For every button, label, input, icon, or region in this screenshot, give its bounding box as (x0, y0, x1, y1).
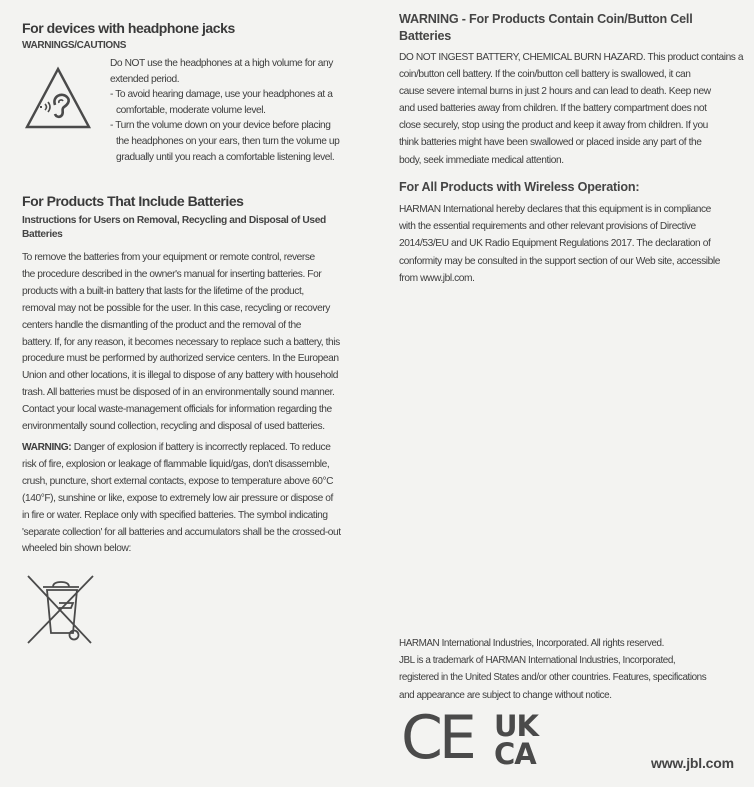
text-line: JBL is a trademark of HARMAN International Industries, Incorporated, (399, 655, 676, 667)
text-line: removal may not be possible for the user. In this case, recycling or recovery (22, 302, 330, 314)
text-line: think batteries might have been swallowed or placed inside any part of the (399, 137, 702, 149)
ukca-mark-bottom: CA (494, 737, 536, 771)
text-line: HARMAN International hereby declares that this equipment is in compliance (399, 204, 711, 215)
warning-label: WARNING: (22, 442, 72, 453)
text-line: Contact your local waste-management officials for information regarding the (22, 404, 332, 416)
text-line: Instructions for Users on Removal, Recycling and Disposal of Used (22, 215, 326, 226)
text-line: 2014/53/EU and UK Radio Equipment Regulations 2017. The declaration of (399, 238, 711, 250)
text-line (22, 440, 377, 457)
hearing-damage-warning-icon (24, 66, 92, 130)
text-line: cause severe internal burns in just 2 hours and can lead to death. Keep new (399, 86, 711, 98)
text-line: risk of fire, explosion or leakage of flammable liquid/gas, don't disassemble, (22, 458, 330, 470)
coin-battery-warning-title (399, 11, 744, 45)
website-url: www.jbl.com (651, 755, 734, 771)
text-line: Do NOT use the headphones at a high volume for any (110, 58, 333, 69)
headphone-warning-text (110, 56, 380, 165)
text-line: extended period. (110, 73, 180, 85)
wireless-declaration-text (399, 201, 747, 287)
battery-removal-instructions (22, 250, 377, 436)
text-line: environmentally sound collection, recycling and disposal of used batteries. (22, 421, 325, 433)
text-line: body, seek immediate medical attention. (399, 154, 564, 166)
text-line: 'separate collection' for all batteries and accumulators shall be the crossed-out (22, 526, 341, 538)
text-line: crush, puncture, short external contacts, expose to temperature above 60°C (22, 475, 334, 487)
text-line: and appearance are subject to change without notice. (399, 689, 612, 701)
crossed-out-wheeled-bin-icon (25, 573, 97, 647)
text-line: with the essential requirements and other relevant provisions of Directive (399, 221, 696, 233)
text-line: coin/button cell battery. If the coin/button cell battery is swallowed, it can (399, 69, 691, 81)
battery-explosion-warning (22, 440, 377, 558)
ukca-mark (494, 709, 539, 771)
ukca-mark-top: UK (494, 709, 539, 743)
text-line: To remove the batteries from your equipment or remote control, reverse (22, 252, 315, 263)
text-line: in fire or water. Replace only with specified batteries. The symbol indicating (22, 509, 328, 521)
text-line: HARMAN International Industries, Incorporated. All rights reserved. (399, 638, 664, 649)
text-line: comfortable, moderate volume level. (116, 104, 266, 116)
text-line: the headphones on your ears, then turn the volume up (116, 135, 340, 147)
text-line: conformity may be consulted in the support section of our Web site, accessible (399, 255, 720, 267)
warnings-cautions-label: WARNINGS/CAUTIONS (22, 40, 127, 51)
batteries-section-title: For Products That Include Batteries (22, 193, 244, 209)
text-span: Danger of explosion if battery is incorrectly replaced. To reduce (71, 442, 331, 453)
text-line: DO NOT INGEST BATTERY, CHEMICAL BURN HAZARD. This product contains a (399, 52, 744, 63)
headphone-section-title: For devices with headphone jacks (22, 20, 235, 36)
text-line: Union and other locations, it is illegal to dispose of any battery with household (22, 370, 338, 382)
coin-battery-warning-text (399, 49, 747, 169)
text-line: products with a built-in battery that lasts for the lifetime of the product, (22, 285, 304, 297)
text-line: procedure must be performed by authorized service centers. In the European (22, 353, 339, 365)
wireless-section-title: For All Products with Wireless Operation: (399, 180, 640, 194)
text-line: from www.jbl.com. (399, 272, 475, 284)
text-line: Batteries (399, 29, 452, 43)
text-line: wheeled bin shown below: (22, 543, 131, 555)
text-line: battery. If, for any reason, it becomes necessary to replace such a battery, this (22, 336, 340, 348)
text-line: Batteries (22, 229, 63, 241)
legal-notice-text (399, 635, 747, 704)
text-line: gradually until you reach a comfortable listening level. (116, 151, 335, 163)
text-line: WARNING - For Products Contain Coin/Button Cell (399, 12, 693, 26)
text-line: registered in the United States and/or other countries. Features, specifications (399, 672, 707, 684)
battery-disposal-subtitle (22, 214, 374, 243)
text-line: the procedure described in the owner's manual for inserting batteries. For (22, 268, 322, 280)
text-line: trash. All batteries must be disposed of in an environmentally sound manner. (22, 387, 335, 399)
text-line: and used batteries away from children. If the battery compartment does not (399, 103, 707, 115)
text-line: centers handle the dismantling of the product and the removal of the (22, 319, 301, 331)
text-line: - Turn the volume down on your device before placing (110, 120, 331, 132)
text-line: - To avoid hearing damage, use your headphones at a (110, 89, 333, 101)
ce-mark: CE (401, 703, 473, 773)
text-line: close securely, stop using the product and keep it away from children. If you (399, 120, 708, 132)
text-line: (140°F), sunshine or like, expose to extremely low air pressure or dispose of (22, 492, 333, 504)
